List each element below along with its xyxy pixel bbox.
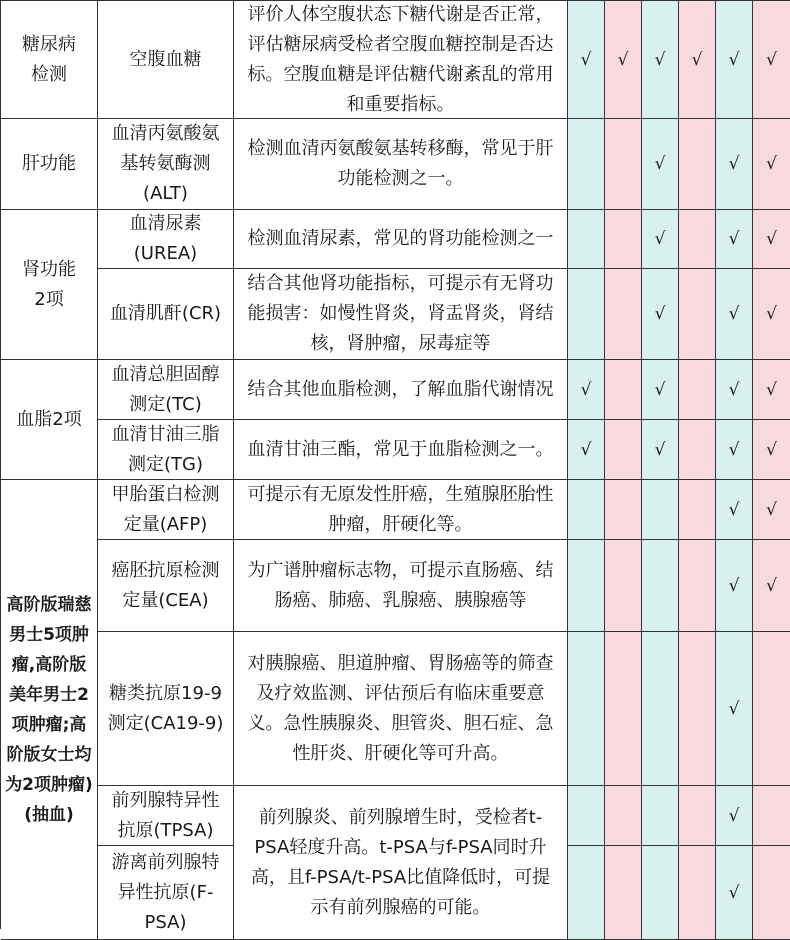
check-cell [753, 786, 790, 846]
check-cell [568, 480, 605, 540]
check-cell [753, 632, 790, 786]
item-cell: 血清肌酐(CR) [98, 269, 234, 360]
check-cell: √ [642, 1, 679, 119]
item-cell: 甲胎蛋白检测定量(AFP) [98, 480, 234, 540]
check-cell [753, 846, 790, 940]
check-cell: √ [642, 420, 679, 480]
check-cell: √ [753, 540, 790, 632]
check-cell: √ [716, 210, 753, 269]
check-cell: √ [679, 1, 716, 119]
description-cell: 可提示有无原发性肝癌，生殖腺胚胎性肿瘤，肝硬化等。 [234, 480, 568, 540]
check-cell: √ [716, 846, 753, 940]
check-cell [605, 420, 642, 480]
item-cell: 血清尿素(UREA) [98, 210, 234, 269]
item-cell: 前列腺特异性抗原(TPSA) [98, 786, 234, 846]
check-cell [642, 632, 679, 786]
check-cell: √ [753, 210, 790, 269]
description-cell: 检测血清丙氨酸氨基转移酶，常见于肝功能检测之一。 [234, 119, 568, 210]
check-cell: √ [716, 786, 753, 846]
check-cell [568, 269, 605, 360]
description-cell: 检测血清尿素，常见的肾功能检测之一 [234, 210, 568, 269]
check-cell: √ [605, 1, 642, 119]
check-cell: √ [716, 632, 753, 786]
category-cell: 肾功能2项 [1, 210, 98, 360]
item-cell: 血清丙氨酸氨基转氨酶测(ALT) [98, 119, 234, 210]
check-cell [642, 540, 679, 632]
check-cell [679, 846, 716, 940]
description-cell: 评价人体空腹状态下糖代谢是否正常，评估糖尿病受检者空腹血糖控制是否达标。空腹血糖是评估糖代谢紊乱的常用和重要指标。 [234, 1, 568, 119]
category-cell: 糖尿病检测 [1, 1, 98, 119]
check-cell [605, 119, 642, 210]
check-cell [605, 786, 642, 846]
check-cell [679, 540, 716, 632]
description-cell: 对胰腺癌、胆道肿瘤、胃肠癌等的筛查及疗效监测、评估预后有临床重要意义。急性胰腺炎、胆管炎、胆石症、急性肝炎、肝硬化等可升高。 [234, 632, 568, 786]
check-cell [568, 119, 605, 210]
check-cell: √ [753, 119, 790, 210]
check-cell: √ [716, 119, 753, 210]
category-cell: 高阶版瑞慈男士5项肿瘤,高阶版美年男士2项肿瘤;高阶版女士均为2项肿瘤)(抽血) [1, 480, 98, 940]
check-cell [679, 632, 716, 786]
description-cell: 血清甘油三酯，常见于血脂检测之一。 [234, 420, 568, 480]
check-cell [642, 480, 679, 540]
check-cell [679, 360, 716, 420]
check-cell: √ [716, 269, 753, 360]
item-cell: 血清甘油三脂测定(TG) [98, 420, 234, 480]
description-cell: 前列腺炎、前列腺增生时，受检者t-PSA轻度升高。t-PSA与f-PSA同时升高，且f-PSA/t-PSA比值降低时，可提示有前列腺癌的可能。 [234, 786, 568, 940]
category-cell: 肝功能 [1, 119, 98, 210]
item-cell: 癌胚抗原检测定量(CEA) [98, 540, 234, 632]
check-cell [679, 420, 716, 480]
check-cell [568, 540, 605, 632]
description-cell: 为广谱肿瘤标志物，可提示直肠癌、结肠癌、肺癌、乳腺癌、胰腺癌等 [234, 540, 568, 632]
check-cell: √ [568, 420, 605, 480]
check-cell: √ [568, 1, 605, 119]
check-cell: √ [568, 360, 605, 420]
check-cell: √ [642, 119, 679, 210]
check-cell: √ [716, 1, 753, 119]
check-cell [605, 269, 642, 360]
item-cell: 血清总胆固醇测定(TC) [98, 360, 234, 420]
check-cell [568, 846, 605, 940]
check-cell [605, 632, 642, 786]
check-cell: √ [642, 360, 679, 420]
check-cell: √ [642, 210, 679, 269]
check-cell [679, 269, 716, 360]
check-cell [679, 480, 716, 540]
check-cell: √ [716, 420, 753, 480]
category-cell: 血脂2项 [1, 360, 98, 480]
check-cell [568, 786, 605, 846]
check-cell [679, 210, 716, 269]
check-cell [605, 360, 642, 420]
check-cell: √ [753, 480, 790, 540]
check-cell [605, 846, 642, 940]
check-cell [605, 480, 642, 540]
item-cell: 游离前列腺特异性抗原(F-PSA) [98, 846, 234, 940]
check-cell: √ [753, 360, 790, 420]
check-cell: √ [753, 269, 790, 360]
check-cell [605, 210, 642, 269]
check-cell: √ [716, 360, 753, 420]
check-cell: √ [753, 420, 790, 480]
check-cell: √ [716, 480, 753, 540]
check-cell [679, 786, 716, 846]
item-cell: 空腹血糖 [98, 1, 234, 119]
check-cell [642, 846, 679, 940]
check-cell: √ [753, 1, 790, 119]
item-cell: 糖类抗原19-9测定(CA19-9) [98, 632, 234, 786]
check-cell: √ [716, 540, 753, 632]
check-cell [568, 210, 605, 269]
check-cell [605, 540, 642, 632]
check-cell [679, 119, 716, 210]
check-cell: √ [642, 269, 679, 360]
check-cell [568, 632, 605, 786]
check-cell [642, 786, 679, 846]
description-cell: 结合其他血脂检测，了解血脂代谢情况 [234, 360, 568, 420]
description-cell: 结合其他肾功能指标，可提示有无肾功能损害：如慢性肾炎，肾盂肾炎，肾结核，肾肿瘤，尿毒症等 [234, 269, 568, 360]
